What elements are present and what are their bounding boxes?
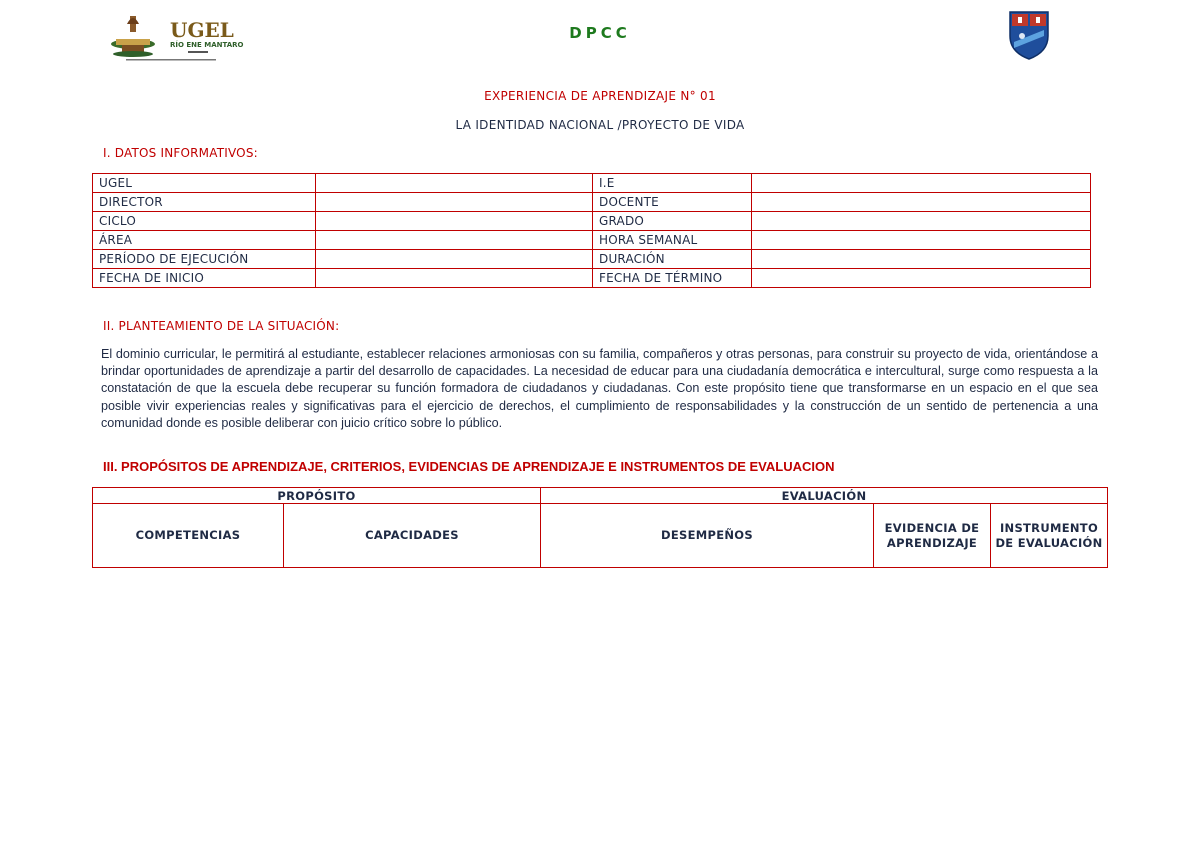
value-cell <box>316 269 593 288</box>
value-cell <box>316 193 593 212</box>
value-cell <box>752 174 1091 193</box>
value-cell <box>316 250 593 269</box>
label-cell: DIRECTOR <box>93 193 316 212</box>
document-subtitle: LA IDENTIDAD NACIONAL /PROYECTO DE VIDA <box>455 118 745 132</box>
datos-informativos-table <box>92 173 1091 288</box>
value-cell <box>752 212 1091 231</box>
label-cell: DURACIÓN <box>593 250 752 269</box>
label-cell: FECHA DE TÉRMINO <box>593 269 752 288</box>
value-cell <box>752 269 1091 288</box>
header-title: DPCC <box>569 24 631 42</box>
section-2-heading: II. PLANTEAMIENTO DE LA SITUACIÓN: <box>103 319 340 333</box>
value-cell <box>752 250 1091 269</box>
section-3-heading: III. PROPÓSITOS DE APRENDIZAJE, CRITERIOS, EVIDENCIAS DE APRENDIZAJE E INSTRUMENTOS DE EVALUACION <box>103 459 835 474</box>
label-cell: HORA SEMANAL <box>593 231 752 250</box>
table-header-row <box>93 488 1108 504</box>
label-cell: CICLO <box>93 212 316 231</box>
label-cell: DOCENTE <box>593 193 752 212</box>
table-row <box>93 212 1091 231</box>
svg-text:UGEL: UGEL <box>170 18 234 42</box>
table-row <box>93 231 1091 250</box>
table-row <box>93 269 1091 288</box>
instrumento-header: INSTRUMENTO DE EVALUACIÓN <box>991 504 1108 568</box>
competencias-header: COMPETENCIAS <box>93 504 284 568</box>
desempenos-header: DESEMPEÑOS <box>541 504 874 568</box>
label-cell: I.E <box>593 174 752 193</box>
situation-paragraph: El dominio curricular, le permitirá al estudiante, establecer relaciones armoniosas con su familia, compañeros y otras personas, para construir su proyecto de vida, orientándose a brindar oportunidades de aprendizaje a partir del desarrollo de capacidades. La necesidad de educar para una ciudadanía democrática e intercultural, surge como respuesta a la constatación de que la escuela debe recuperar su función formadora de ciudadanos y ciudadanas. Con este propósito tiene que transformarse en un espacio en el que sea posible vivir experiencias reales y significativas para el ejercicio de derechos, el cumplimiento de responsabilidades y la construcción de un sentido de pertenencia a una comunidad donde es posible deliberar con juicio crítico sobre lo público. <box>101 347 1098 430</box>
label-cell: GRADO <box>593 212 752 231</box>
table-header-row <box>93 504 1108 568</box>
evaluation-table <box>92 487 1108 568</box>
label-cell: FECHA DE INICIO <box>93 269 316 288</box>
section-1-heading: I. DATOS INFORMATIVOS: <box>103 146 258 160</box>
value-cell <box>316 212 593 231</box>
svg-text:RÍO ENE MANTARO: RÍO ENE MANTARO <box>170 41 244 49</box>
table-row <box>93 250 1091 269</box>
label-cell: ÁREA <box>93 231 316 250</box>
label-cell: PERÍODO DE EJECUCIÓN <box>93 250 316 269</box>
value-cell <box>316 174 593 193</box>
value-cell <box>752 231 1091 250</box>
value-cell <box>316 231 593 250</box>
evidencia-header: EVIDENCIA DE APRENDIZAJE <box>874 504 991 568</box>
table-row <box>93 174 1091 193</box>
proposito-header: PROPÓSITO <box>93 488 541 504</box>
document-title: EXPERIENCIA DE APRENDIZAJE N° 01 <box>484 89 716 103</box>
label-cell: UGEL <box>93 174 316 193</box>
table-row <box>93 193 1091 212</box>
capacidades-header: CAPACIDADES <box>284 504 541 568</box>
value-cell <box>752 193 1091 212</box>
evaluacion-header: EVALUACIÓN <box>541 488 1108 504</box>
